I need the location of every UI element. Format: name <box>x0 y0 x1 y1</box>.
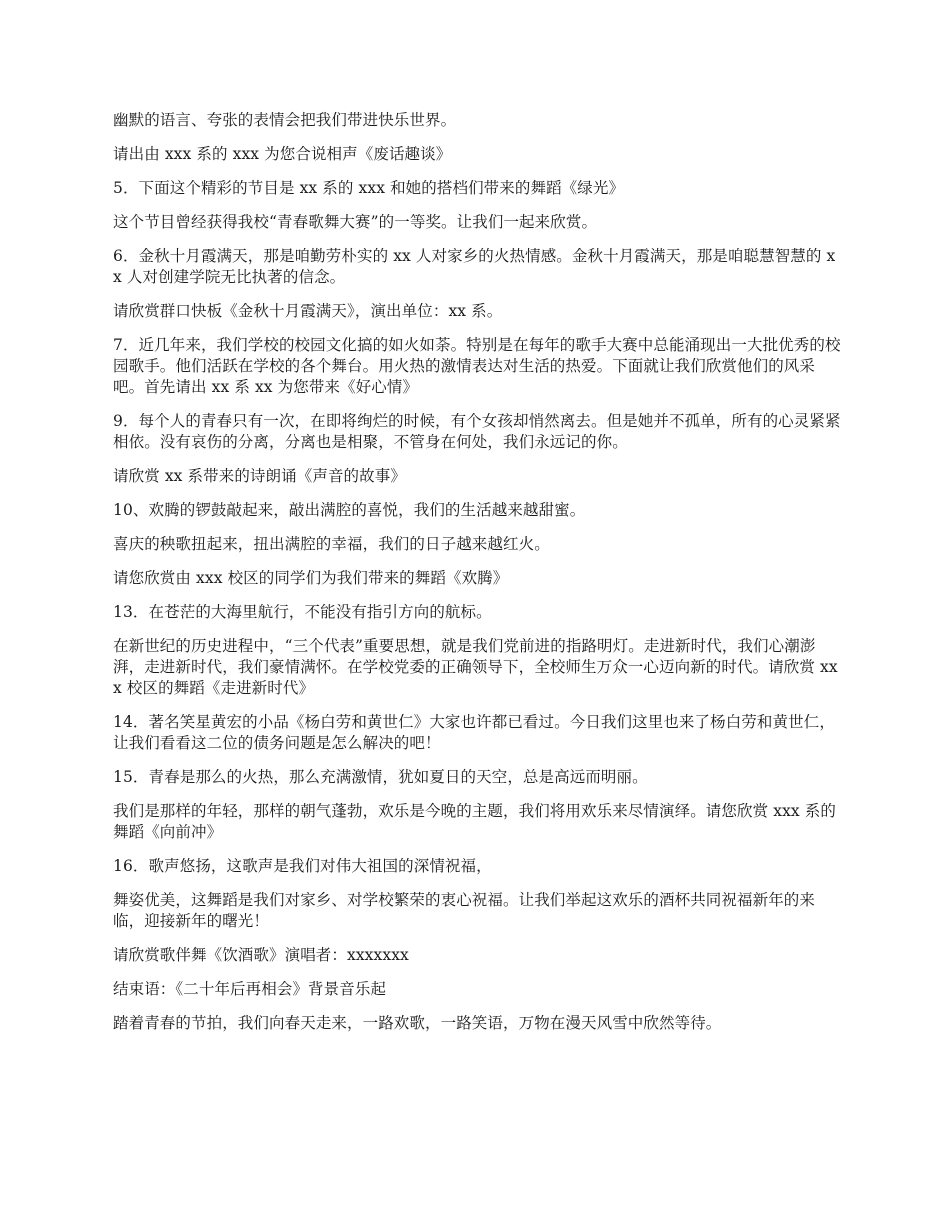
paragraph: 9．每个人的青春只有一次，在即将绚烂的时候，有个女孩却悄然离去。但是她并不孤单，所有的心灵紧紧相依。没有哀伤的分离，分离也是相聚，不管身在何处，我们永远记的你。 <box>113 412 841 451</box>
paragraph: 这个节目曾经获得我校“青春歌舞大赛”的一等奖。让我们一起来欣赏。 <box>113 213 598 231</box>
paragraph: 请欣赏 xx 系带来的诗朗诵《声音的故事》 <box>113 467 406 485</box>
paragraph: 喜庆的秧歌扭起来，扭出满腔的幸福，我们的日子越来越红火。 <box>113 535 550 553</box>
paragraph: 请欣赏歌伴舞《饮酒歌》演唱者：xxxxxxx <box>113 946 409 964</box>
paragraph: 舞姿优美，这舞蹈是我们对家乡、对学校繁荣的衷心祝福。让我们举起这欢乐的酒杯共同祝福新年的来临，迎接新年的曙光！ <box>113 891 816 930</box>
paragraph: 5．下面这个精彩的节目是 xx 系的 xxx 和她的搭档们带来的舞蹈《绿光》 <box>113 179 625 197</box>
paragraph: 6．金秋十月霞满天，那是咱勤劳朴实的 xx 人对家乡的火热情感。金秋十月霞满天，那是咱聪慧智慧的 xx 人对创建学院无比执著的信念。 <box>113 247 836 286</box>
paragraph: 请出由 xxx 系的 xxx 为您合说相声《废话趣谈》 <box>113 145 452 163</box>
paragraph: 踏着青春的节拍，我们向春天走来，一路欢歌，一路笑语，万物在漫天风雪中欣然等待。 <box>113 1014 722 1032</box>
paragraph: 16．歌声悠扬，这歌声是我们对伟大祖国的深情祝福， <box>113 857 492 875</box>
paragraph: 结束语：《二十年后再相会》背景音乐起 <box>113 980 387 998</box>
paragraph: 13．在苍茫的大海里航行，不能没有指引方向的航标。 <box>113 603 492 621</box>
paragraph: 请您欣赏由 xxx 校区的同学们为我们带来的舞蹈《欢腾》 <box>113 569 509 587</box>
paragraph: 在新世纪的历史进程中，“三个代表”重要思想，就是我们党前进的指路明灯。走进新时代，我们心潮澎湃，走进新时代，我们豪情满怀。在学校党委的正确领导下，全校师生万众一心迈向新的时代。请欣赏 xxx 校区的舞蹈《走进新时代》 <box>113 637 838 697</box>
paragraph: 我们是那样的年轻，那样的朝气蓬勃，欢乐是今晚的主题，我们将用欢乐来尽情演绎。请您欣赏 xxx 系的舞蹈《向前冲》 <box>113 802 836 841</box>
paragraph: 7．近几年来，我们学校的校园文化搞的如火如荼。特别是在每年的歌手大赛中总能涌现出一大批优秀的校园歌手。他们活跃在学校的各个舞台。用火热的激情表达对生活的热爱。下面就让我们欣赏他们的风采吧。首先请出 xx 系 xx 为您带来《好心情》 <box>113 336 841 396</box>
paragraph: 幽默的语言、夸张的表情会把我们带进快乐世界。 <box>113 111 457 129</box>
paragraph: 15．青春是那么的火热，那么充满激情，犹如夏日的天空，总是高远而明丽。 <box>113 768 648 786</box>
paragraph: 14．著名笑星黄宏的小品《杨白劳和黄世仁》大家也许都已看过。今日我们这里也来了杨白劳和黄世仁，让我们看看这二位的债务问题是怎么解决的吧！ <box>113 713 835 752</box>
paragraph: 10、欢腾的锣鼓敲起来，敲出满腔的喜悦，我们的生活越来越甜蜜。 <box>113 501 586 519</box>
paragraph: 请欣赏群口快板《金秋十月霞满天》，演出单位：xx 系。 <box>113 302 503 320</box>
document-body <box>113 110 843 1047</box>
